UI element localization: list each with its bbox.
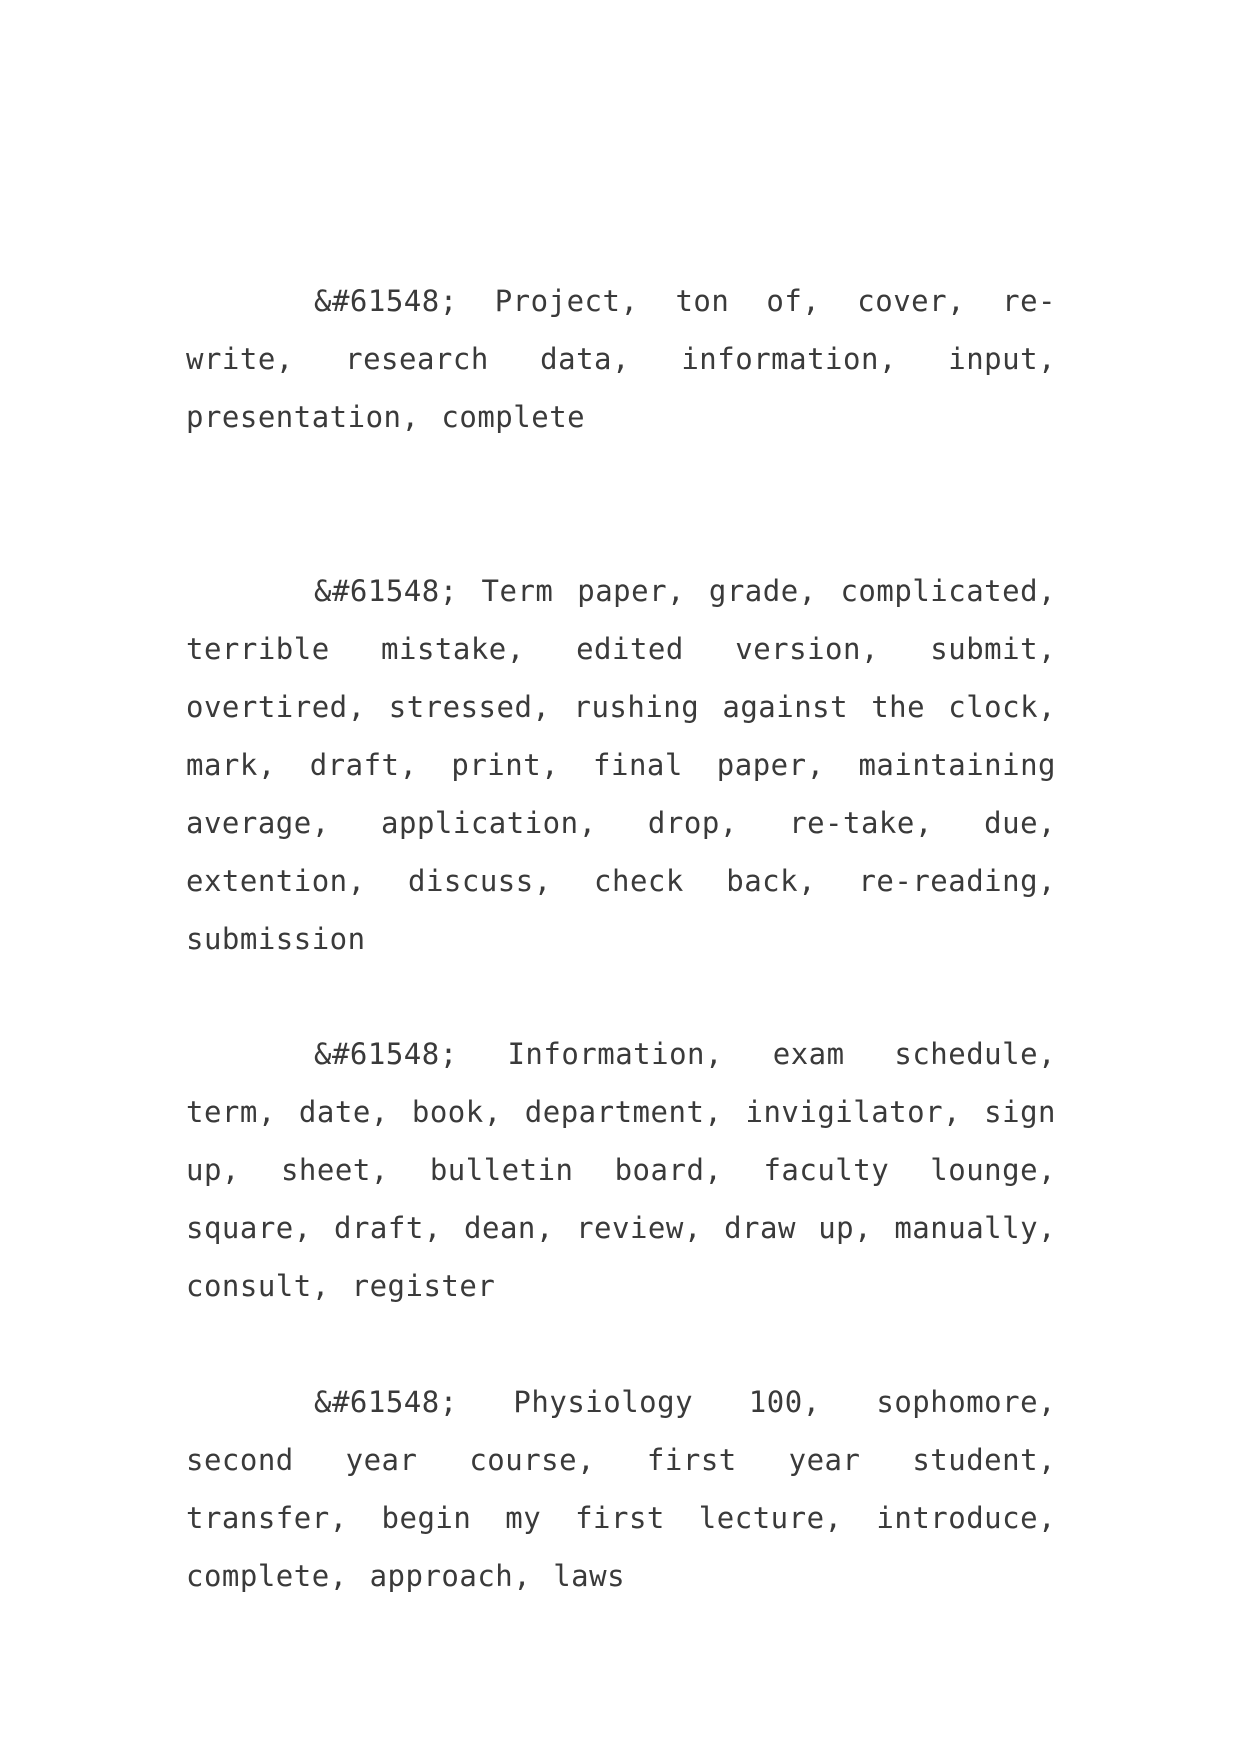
paragraph-information: &#61548; Information, exam schedule, term, date, book, department, invigilator, sign up, sheet, bulletin board, faculty lounge, square, draft, dean, review, draw up, manually, consult, register	[186, 1037, 1056, 1303]
paragraph-project: &#61548; Project, ton of, cover, re-write, research data, information, input, presentation, complete	[186, 284, 1056, 434]
paragraph-term-paper: &#61548; Term paper, grade, complicated, terrible mistake, edited version, submit, overtired, stressed, rushing against the clock, mark, draft, print, final paper, maintaining average, application, drop, re-take, due, extention, discuss, check back, re-reading, submission	[186, 574, 1056, 956]
paragraph-physiology: &#61548; Physiology 100, sophomore, second year course, first year student, transfer, begin my first lecture, introduce, complete, approach, laws	[186, 1385, 1056, 1593]
